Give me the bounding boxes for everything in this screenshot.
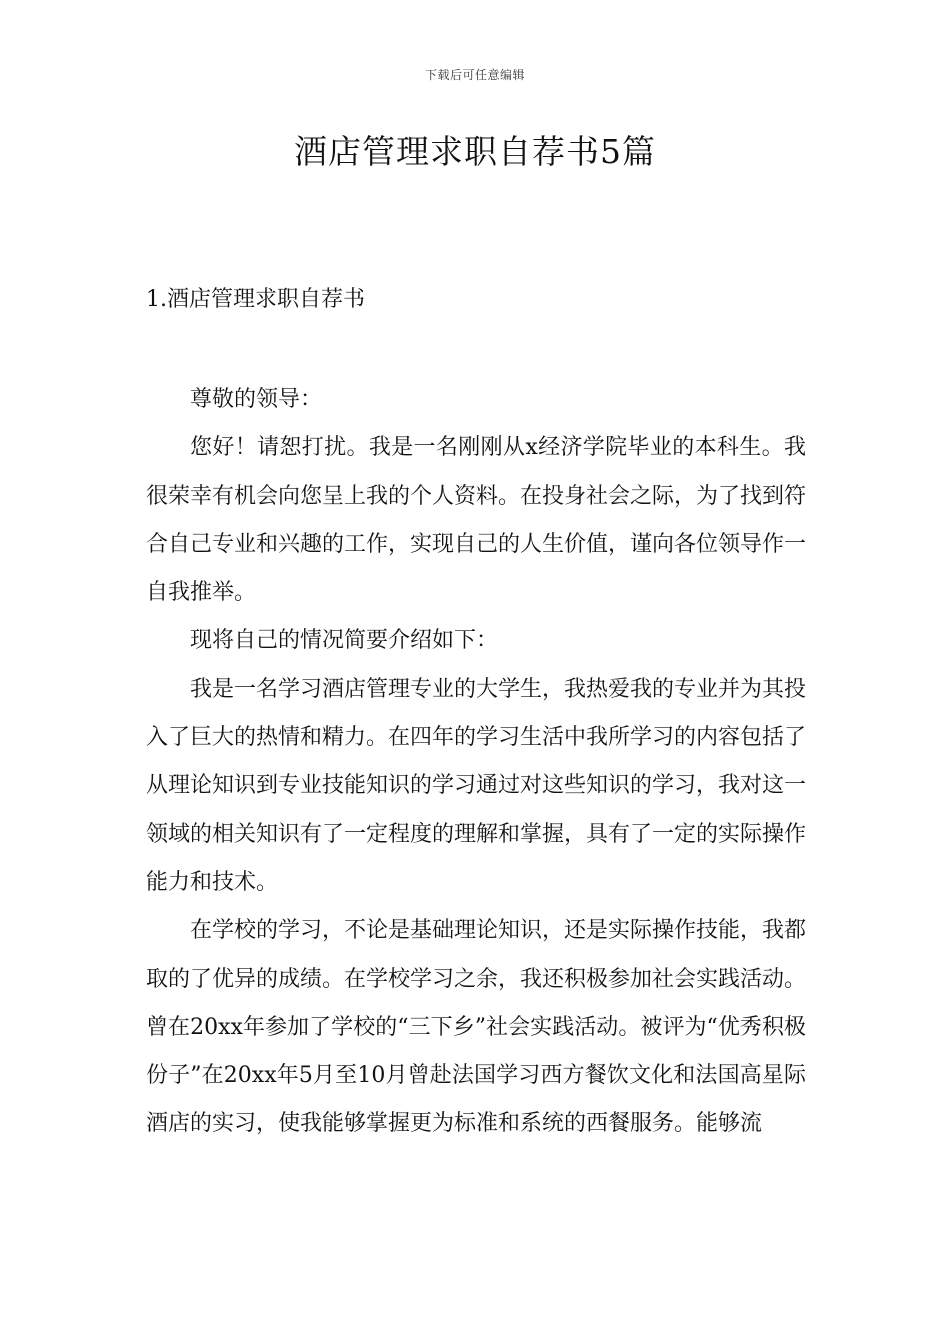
letter-body (146, 376, 806, 1149)
salutation: 尊敬的领导： (190, 387, 323, 412)
paragraph: 我是一名学习酒店管理专业的大学生，我热爱我的专业并为其投入了巨大的热情和精力。在四年的学习生活中我所学习的内容包括了从理论知识到专业技能知识的学习通过对这些知识的学习，我对这一领域的相关知识有了一定程度的理解和掌握，具有了一定的实际操作能力和技术。 (146, 676, 807, 895)
paragraph: 您好！请恕打扰。我是一名刚刚从x经济学院毕业的本科生。我很荣幸有机会向您呈上我的个人资料。在投身社会之际，为了找到符合自己专业和兴趣的工作，实现自己的人生价值，谨向各位领导作一自我推举。 (146, 435, 807, 606)
paragraph: 现将自己的情况简要介绍如下： (190, 628, 499, 654)
header-note: 下载后可任意编辑 (424, 68, 525, 82)
paragraph: 在学校的学习，不论是基础理论知识，还是实际操作技能，我都取的了优异的成绩。在学校学习之余，我还积极参加社会实践活动。曾在20xx年参加了学校的“三下乡”社会实践活动。被评为“优秀积极份子”在20xx年5月至10月曾赴法国学习西方餐饮文化和法国高星际酒店的实习，使我能够掌握更为标准和系统的西餐服务。能够流 (146, 918, 807, 1137)
document-title: 酒店管理求职自荐书5篇 (294, 132, 656, 171)
section-heading: 1.酒店管理求职自荐书 (146, 287, 365, 312)
